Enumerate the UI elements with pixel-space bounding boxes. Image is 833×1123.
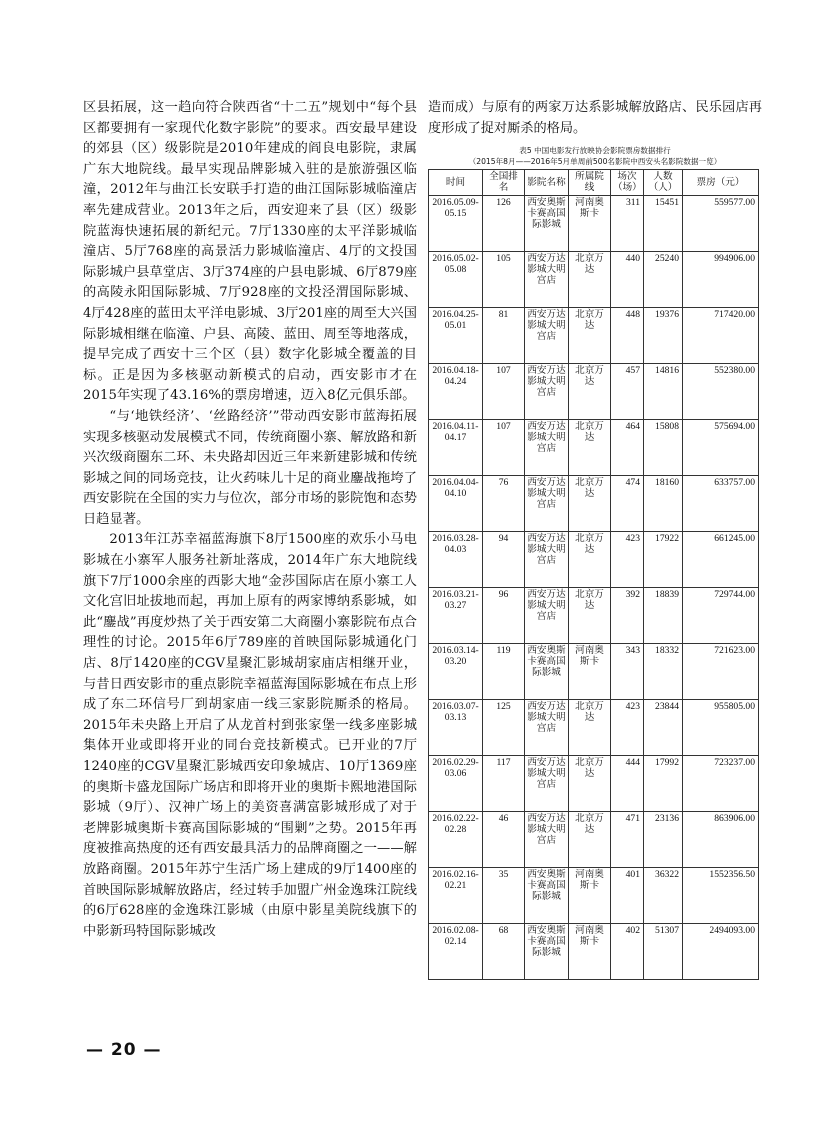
header-chain: 所属院线 <box>569 170 611 196</box>
cell-chain: 北京万达 <box>569 587 611 643</box>
right-column <box>428 98 762 980</box>
cell-screenings: 471 <box>611 811 644 867</box>
cell-rank: 105 <box>483 251 525 307</box>
cell-box-office: 955805.00 <box>683 699 759 755</box>
table-row <box>429 419 759 475</box>
cell-rank: 117 <box>483 755 525 811</box>
cell-time: 2016.03.07-03.13 <box>429 699 483 755</box>
cell-attendance: 25240 <box>644 251 683 307</box>
table-row <box>429 643 759 699</box>
header-time: 时间 <box>429 170 483 196</box>
cell-cinema: 西安奥斯卡赛高国际影城 <box>525 867 569 923</box>
cell-rank: 94 <box>483 531 525 587</box>
table-header-row <box>429 170 759 196</box>
cell-cinema: 西安万达影城大明宫店 <box>525 307 569 363</box>
cell-screenings: 464 <box>611 419 644 475</box>
cell-box-office: 723237.00 <box>683 755 759 811</box>
table-row <box>429 867 759 923</box>
header-screenings: 场次（场） <box>611 170 644 196</box>
cell-cinema: 西安奥斯卡赛高国际影城 <box>525 195 569 251</box>
cell-rank: 125 <box>483 699 525 755</box>
cell-cinema: 西安万达影城大明宫店 <box>525 475 569 531</box>
cell-screenings: 457 <box>611 363 644 419</box>
cell-screenings: 401 <box>611 867 644 923</box>
cell-cinema: 西安万达影城大明宫店 <box>525 755 569 811</box>
cell-rank: 76 <box>483 475 525 531</box>
cell-attendance: 36322 <box>644 867 683 923</box>
cell-screenings: 311 <box>611 195 644 251</box>
cell-screenings: 423 <box>611 531 644 587</box>
cell-cinema: 西安奥斯卡赛高国际影城 <box>525 643 569 699</box>
cell-box-office: 633757.00 <box>683 475 759 531</box>
cell-rank: 107 <box>483 363 525 419</box>
cell-time: 2016.03.14-03.20 <box>429 643 483 699</box>
cell-attendance: 15808 <box>644 419 683 475</box>
cell-screenings: 392 <box>611 587 644 643</box>
cell-cinema: 西安万达影城大明宫店 <box>525 363 569 419</box>
cell-chain: 河南奥斯卡 <box>569 643 611 699</box>
cell-screenings: 440 <box>611 251 644 307</box>
cell-time: 2016.04.11-04.17 <box>429 419 483 475</box>
cell-chain: 北京万达 <box>569 699 611 755</box>
header-cinema: 影院名称 <box>525 170 569 196</box>
cell-screenings: 402 <box>611 923 644 979</box>
table-row <box>429 195 759 251</box>
cell-attendance: 18160 <box>644 475 683 531</box>
cell-rank: 46 <box>483 811 525 867</box>
cell-time: 2016.02.08-02.14 <box>429 923 483 979</box>
cell-attendance: 17922 <box>644 531 683 587</box>
cell-attendance: 23136 <box>644 811 683 867</box>
cell-box-office: 717420.00 <box>683 307 759 363</box>
table-row <box>429 363 759 419</box>
cell-time: 2016.03.21-03.27 <box>429 587 483 643</box>
cell-chain: 北京万达 <box>569 251 611 307</box>
cell-cinema: 西安万达影城大明宫店 <box>525 699 569 755</box>
cell-box-office: 552380.00 <box>683 363 759 419</box>
cell-cinema: 西安万达影城大明宫店 <box>525 419 569 475</box>
cell-chain: 北京万达 <box>569 531 611 587</box>
cell-rank: 107 <box>483 419 525 475</box>
table-row <box>429 307 759 363</box>
cell-time: 2016.04.18-04.24 <box>429 363 483 419</box>
cell-chain: 北京万达 <box>569 755 611 811</box>
cell-screenings: 343 <box>611 643 644 699</box>
table-row <box>429 475 759 531</box>
cell-chain: 北京万达 <box>569 363 611 419</box>
cell-rank: 126 <box>483 195 525 251</box>
body-paragraph-1: 区县拓展，这一趋向符合陕西省“十二五”规划中“每个县区都要拥有一家现代化数字影院”的要求。西安最早建设的郊县（区）级影院是2010年建成的阎良电影院，隶属广东大地院线。最早实现品牌影城入驻的是旅游强区临潼，2012年与曲江长安联手打造的曲江国际影城临潼店率先建成营业。2013年之后，西安迎来了县（区）级影院蓝海快速拓展的新纪元。7厅1330座的太平洋影城临潼店、5厅768座的高景活力影城临潼店、4厅的文投国际影城户县草堂店、3厅374座的户县电影城、6厅879座的高陵永阳国际影城、7厅928座的文投泾渭国际影城、4厅428座的蓝田太平洋电影城、3厅201座的周至大兴国际影城相继在临潼、户县、高陵、蓝田、周至等地落成，提早完成了西安十三个区（县）数字化影城全覆盖的目标。正是因为多核驱动新模式的启动，西安影市才在2015年实现了43.16%的票房增速，迈入8亿元俱乐部。 <box>83 100 417 404</box>
cell-attendance: 15451 <box>644 195 683 251</box>
cell-chain: 北京万达 <box>569 419 611 475</box>
cell-screenings: 448 <box>611 307 644 363</box>
cell-chain: 河南奥斯卡 <box>569 867 611 923</box>
header-rank: 全国排名 <box>483 170 525 196</box>
cell-box-office: 729744.00 <box>683 587 759 643</box>
box-office-table <box>428 169 759 980</box>
cell-attendance: 19376 <box>644 307 683 363</box>
cell-box-office: 994906.00 <box>683 251 759 307</box>
table-row <box>429 531 759 587</box>
cell-chain: 北京万达 <box>569 811 611 867</box>
page-number: — 20 — <box>86 1040 162 1060</box>
cell-time: 2016.02.29-03.06 <box>429 755 483 811</box>
table-row <box>429 251 759 307</box>
cell-chain: 北京万达 <box>569 475 611 531</box>
table-body <box>429 195 759 979</box>
cell-time: 2016.05.02-05.08 <box>429 251 483 307</box>
cell-rank: 96 <box>483 587 525 643</box>
cell-rank: 68 <box>483 923 525 979</box>
table-row <box>429 587 759 643</box>
cell-attendance: 14816 <box>644 363 683 419</box>
cell-time: 2016.04.25-05.01 <box>429 307 483 363</box>
cell-screenings: 444 <box>611 755 644 811</box>
cell-box-office: 575694.00 <box>683 419 759 475</box>
left-column <box>83 98 417 942</box>
cell-rank: 119 <box>483 643 525 699</box>
cell-rank: 35 <box>483 867 525 923</box>
body-paragraph-3: 2013年江苏幸福蓝海旗下8厅1500座的欢乐小马电影城在小寨军人服务社新址落成，2014年广东大地院线旗下7厅1000余座的西影大地“金莎国际店在原小寨工人文化宫旧址拔地而起，再加上原有的两家博纳系影城，如此“鏖战”再度炒热了关于西安第二大商圈小寨影院布点合理性的讨论。2015年6厅789座的首映国际影城通化门店、8厅1420座的CGV星聚汇影城胡家庙店相继开业，与昔日西安影市的重点影院幸福蓝海国际影城在布点上形成了东二环信号厂到胡家庙一线三家影院厮杀的格局。2015年未央路上开启了从龙首村到张家堡一线多座影城集体开业或即将开业的同台竞技新模式。已开业的7厅1240座的CGV星聚汇影城西安印象城店、10厅1369座的奥斯卡盛龙国际广场店和即将开业的奥斯卡熙地港国际影城（9厅）、汉神广场上的美资喜满富影城形成了对于老牌影城奥斯卡赛高国际影城的“围剿”之势。2015年再度被推高热度的还有西安最具活力的品牌商圈之一——解放路商圈。2015年苏宁生活广场上建成的9厅1400座的首映国际影城解放路店，经过转手加盟广州金逸珠江院线的6厅628座的金逸珠江影城（由原中影星美院线旗下的中影新玛特国际影城改 <box>83 532 417 939</box>
cell-time: 2016.03.28-04.03 <box>429 531 483 587</box>
right-intro-paragraph: 造而成）与原有的两家万达系影城解放路店、民乐园店再度形成了捉对厮杀的格局。 <box>428 100 762 136</box>
cell-chain: 河南奥斯卡 <box>569 195 611 251</box>
cell-attendance: 51307 <box>644 923 683 979</box>
cell-box-office: 721623.00 <box>683 643 759 699</box>
cell-box-office: 559577.00 <box>683 195 759 251</box>
cell-box-office: 2494093.00 <box>683 923 759 979</box>
cell-rank: 81 <box>483 307 525 363</box>
cell-screenings: 474 <box>611 475 644 531</box>
cell-time: 2016.04.04-04.10 <box>429 475 483 531</box>
cell-box-office: 661245.00 <box>683 531 759 587</box>
cell-cinema: 西安万达影城大明宫店 <box>525 531 569 587</box>
table-row <box>429 811 759 867</box>
cell-time: 2016.05.09-05.15 <box>429 195 483 251</box>
cell-cinema: 西安万达影城大明宫店 <box>525 811 569 867</box>
cell-attendance: 18839 <box>644 587 683 643</box>
table-caption <box>428 145 762 167</box>
table-caption-subtitle: （2015年8月——2016年5月单周前500名影院中西安头名影院数据一览） <box>468 157 722 167</box>
cell-time: 2016.02.22-02.28 <box>429 811 483 867</box>
cell-box-office: 863906.00 <box>683 811 759 867</box>
cell-attendance: 17992 <box>644 755 683 811</box>
table-caption-title: 表5 中国电影发行放映协会影院票房数据排行 <box>519 146 671 156</box>
body-paragraph-2: “与‘地铁经济’、‘丝路经济’”带动西安影市蓝海拓展实现多核驱动发展模式不同，传统商圈小寨、解放路和新兴次级商圈东二环、未央路却因近三年来新建影城和传统影城之间的同场竞技，让火药味儿十足的商业鏖战拖垮了西安影院在全国的实力与位次，部分市场的影院饱和态势日趋显著。 <box>83 408 417 527</box>
cell-box-office: 1552356.50 <box>683 867 759 923</box>
cell-time: 2016.02.16-02.21 <box>429 867 483 923</box>
cell-attendance: 18332 <box>644 643 683 699</box>
cell-cinema: 西安奥斯卡赛高国际影城 <box>525 923 569 979</box>
cell-cinema: 西安万达影城大明宫店 <box>525 587 569 643</box>
cell-cinema: 西安万达影城大明宫店 <box>525 251 569 307</box>
cell-chain: 河南奥斯卡 <box>569 923 611 979</box>
cell-screenings: 423 <box>611 699 644 755</box>
header-box-office: 票房（元） <box>683 170 759 196</box>
cell-attendance: 23844 <box>644 699 683 755</box>
table-row <box>429 923 759 979</box>
header-attendance: 人数（人） <box>644 170 683 196</box>
table-row <box>429 755 759 811</box>
cell-chain: 北京万达 <box>569 307 611 363</box>
table-row <box>429 699 759 755</box>
